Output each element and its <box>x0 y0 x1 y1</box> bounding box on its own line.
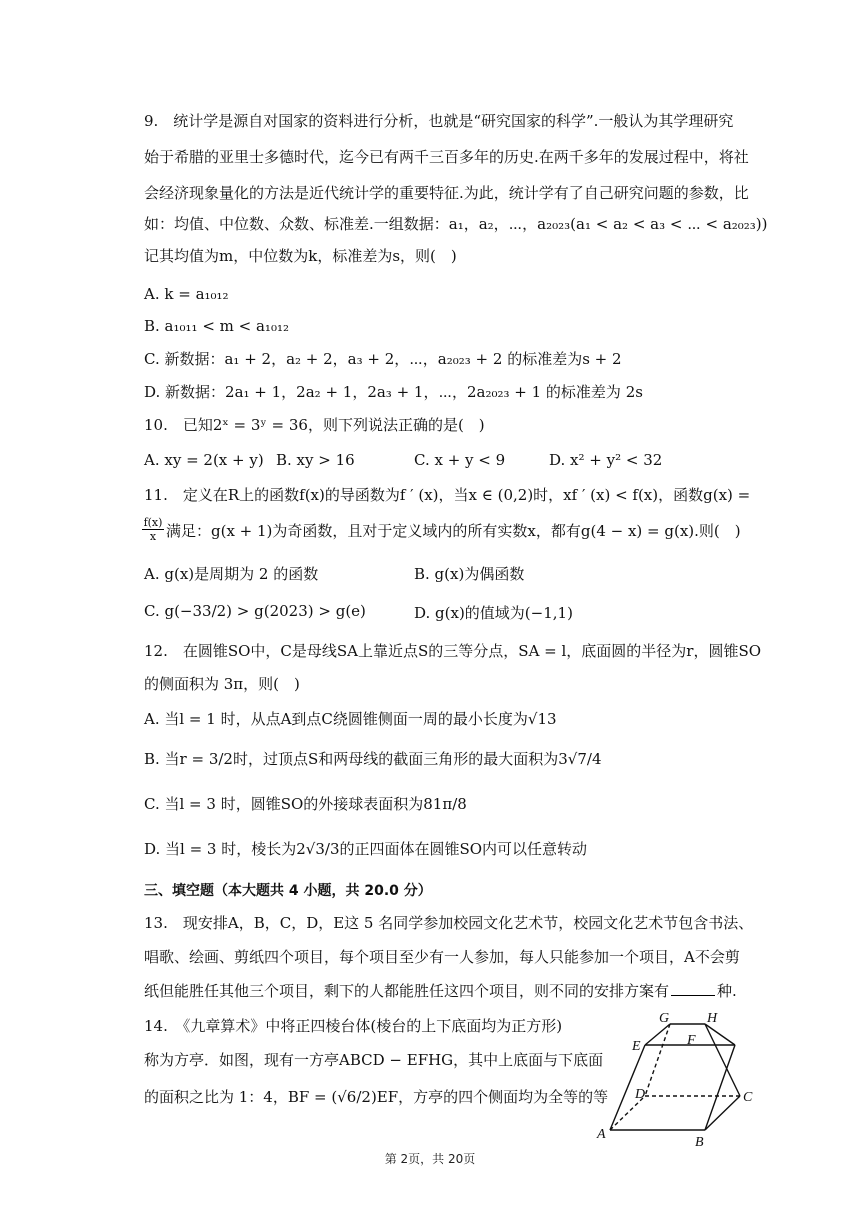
q11-option-c: C. g(−33/2) > g(2023) > g(e) <box>144 602 366 620</box>
q14-line-1: 14. 《九章算术》中将正四棱台体(棱台的上下底面均为正方形) <box>144 1017 563 1035</box>
q11-frac-den: x <box>149 530 157 543</box>
label-f: F <box>687 1033 696 1048</box>
label-e: E <box>632 1039 641 1054</box>
frustum-figure <box>595 1010 765 1150</box>
q11-frac-num: f(x) <box>143 516 163 529</box>
q12-option-a: A. 当l = 1 时，从点A到点C绕圆锥侧面一周的最小长度为√13 <box>144 710 557 728</box>
label-a: A <box>597 1127 606 1142</box>
q9-option-c: C. 新数据：a₁ + 2，a₂ + 2，a₃ + 2，⋯，a₂₀₂₃ + 2 的标准差为s + 2 <box>144 350 622 368</box>
q10-options <box>144 451 704 473</box>
q11-option-b: B. g(x)为偶函数 <box>414 565 525 583</box>
q14-line-3: 的面积之比为 1：4，BF = (√6/2)EF，方亭的四个侧面均为全等的等 <box>144 1088 609 1106</box>
q9-option-d: D. 新数据：2a₁ + 1，2a₂ + 1，2a₃ + 1，⋯，2a₂₀₂₃ + 1 的标准差为 2s <box>144 383 643 401</box>
q9-line-1: 9. 统计学是源自对国家的资料进行分析，也就是“研究国家的科学”.一般认为其学理研究 <box>144 112 734 130</box>
q11-options-row-2 <box>144 602 704 624</box>
q14-line-2: 称为方亭．如图，现有一方亭ABCD − EFHG，其中上底面与下底面 <box>144 1051 604 1069</box>
q10-stem: 10. 已知2ˣ = 3ʸ = 36，则下列说法正确的是( ) <box>144 416 485 434</box>
q11-option-d: D. g(x)的值域为(−1,1) <box>414 604 573 622</box>
page-footer: 第 2页，共 20页 <box>384 1152 476 1166</box>
q11-fraction <box>142 516 164 543</box>
q11-option-a: A. g(x)是周期为 2 的函数 <box>144 565 319 583</box>
label-d: D <box>635 1087 646 1102</box>
q13-line-3 <box>144 980 737 1002</box>
q11-options-row-1 <box>144 563 704 585</box>
label-c: C <box>743 1090 753 1105</box>
q13-line-1: 13. 现安排A，B，C，D，E这 5 名同学参加校园文化艺术节，校园文化艺术节包含书法、 <box>144 914 754 932</box>
label-g: G <box>659 1011 670 1026</box>
q9-line-4: 如：均值、中位数、众数、标准差.一组数据：a₁，a₂，⋯，a₂₀₂₃(a₁ < a₂ < a₃ < ⋯ < a₂₀₂₃)) <box>144 215 768 233</box>
q10-option-d: D. x² + y² < 32 <box>549 451 663 469</box>
answer-blank[interactable] <box>671 995 715 996</box>
q9-line-3: 会经济现象量化的方法是近代统计学的重要特征.为此，统计学有了自己研究问题的参数，比 <box>144 184 749 202</box>
q11-line-1: 11. 定义在R上的函数f(x)的导函数为f ′ (x)，当x ∈ (0,2)时，xf ′ (x) < f(x)，函数g(x) = <box>144 486 751 504</box>
q13-line-2: 唱歌、绘画、剪纸四个项目，每个项目至少有一人参加，每人只能参加一个项目，A不会剪 <box>144 948 740 966</box>
q13-line-3-end: 种. <box>717 982 737 1000</box>
q10-option-a: A. xy = 2(x + y) <box>144 451 264 469</box>
label-h: H <box>707 1011 718 1026</box>
q9-option-b: B. a₁₀₁₁ < m < a₁₀₁₂ <box>144 317 289 335</box>
q12-option-c: C. 当l = 3 时，圆锥SO的外接球表面积为81π/8 <box>144 795 467 813</box>
q12-option-b: B. 当r = 3/2时，过顶点S和两母线的截面三角形的最大面积为3√7/4 <box>144 750 602 768</box>
section-heading: 三、填空题（本大题共 4 小题，共 20.0 分） <box>144 883 432 899</box>
q9-line-5: 记其均值为m，中位数为k，标准差为s，则( ) <box>144 247 457 265</box>
q10-option-c: C. x + y < 9 <box>414 451 506 469</box>
q9-option-a: A. k = a₁₀₁₂ <box>144 285 229 303</box>
q12-option-d: D. 当l = 3 时，棱长为2√3/3的正四面体在圆锥SO内可以任意转动 <box>144 840 588 858</box>
q12-line-1: 12. 在圆锥SO中，C是母线SA上靠近点S的三等分点，SA = l，底面圆的半径为r，圆锥SO <box>144 642 762 660</box>
q9-line-2: 始于希腊的亚里士多德时代，迄今已有两千三百多年的历史.在两千多年的发展过程中，将社 <box>144 148 749 166</box>
q12-line-2: 的侧面积为 3π，则( ) <box>144 675 300 693</box>
q10-option-b: B. xy > 16 <box>276 451 355 469</box>
q11-line-2: 满足：g(x + 1)为奇函数，且对于定义域内的所有实数x，都有g(4 − x) = g(x).则( ) <box>166 522 741 540</box>
q13-line-3-text: 纸但能胜任其他三个项目，剩下的人都能胜任这四个项目，则不同的安排方案有 <box>144 982 670 1000</box>
label-b: B <box>695 1135 704 1150</box>
